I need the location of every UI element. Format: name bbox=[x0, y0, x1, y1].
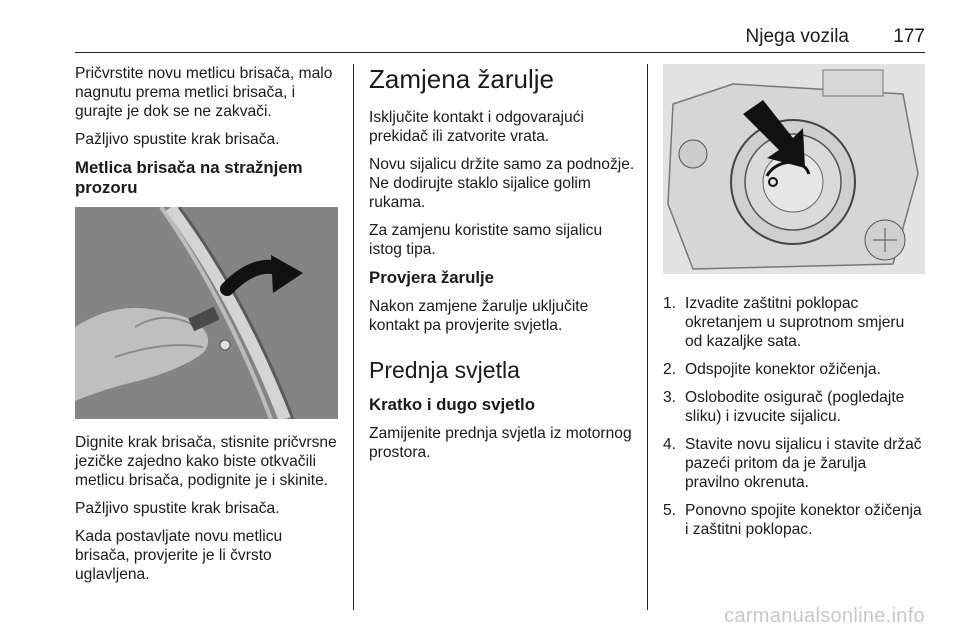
paragraph: Za zamjenu koristite samo sijalicu istog tipa. bbox=[369, 222, 603, 258]
section-title: Njega vozila bbox=[745, 26, 849, 47]
steps-list bbox=[663, 294, 925, 539]
paragraph: Pričvrstite novu metlicu brisača, malo nagnutu prema metlici brisača, i gurajte je dok se ne zakvači. bbox=[75, 65, 333, 120]
page-header bbox=[75, 26, 925, 53]
paragraph: Nakon zamjene žarulje uključite kontakt pa provjerite svjetla. bbox=[369, 298, 589, 334]
section-heading: Metlica brisača na stražnjem prozoru bbox=[75, 158, 303, 197]
paragraph: Pažljivo spustite krak brisača. bbox=[75, 500, 280, 517]
page-number: 177 bbox=[893, 26, 925, 47]
watermark: carmanualsonline.info bbox=[724, 605, 925, 627]
chapter-title: Prednja svjetla bbox=[369, 357, 520, 383]
paragraph: Kada postavljate novu metlicu brisača, provjerite je li čvrsto uglavljena. bbox=[75, 528, 283, 583]
section-heading: Kratko i dugo svjetlo bbox=[369, 395, 535, 414]
column-divider bbox=[353, 64, 354, 610]
list-item: 4. Stavite novu sijalicu i stavite držač pazeći pritom da je žarulja pravilno okrenuta. bbox=[663, 436, 922, 491]
wiper-blade-illustration bbox=[75, 207, 338, 419]
right-column bbox=[663, 64, 925, 548]
headlamp-illustration bbox=[663, 64, 925, 274]
paragraph: Zamijenite prednja svjetla iz motornog prostora. bbox=[369, 425, 632, 461]
left-column bbox=[75, 64, 340, 593]
paragraph: Isključite kontakt i odgovarajući prekidač ili zatvorite vrata. bbox=[369, 109, 584, 145]
column-divider bbox=[647, 64, 648, 610]
paragraph: Novu sijalicu držite samo za podnožje. Ne dodirujte staklo sijalice golim rukama. bbox=[369, 156, 635, 211]
chapter-title: Zamjena žarulje bbox=[369, 64, 554, 94]
section-heading: Provjera žarulje bbox=[369, 268, 494, 287]
list-item: 1. Izvadite zaštitni poklopac okretanjem u suprotnom smjeru od kazaljke sata. bbox=[663, 295, 905, 350]
paragraph: Dignite krak brisača, stisnite pričvrsne jezičke zajedno kako biste otkvačili metlicu brisača, podignite je i skinite. bbox=[75, 434, 337, 489]
paragraph: Pažljivo spustite krak brisača. bbox=[75, 131, 280, 148]
list-item: 5. Ponovno spojite konektor ožičenja i zaštitni poklopac. bbox=[663, 502, 922, 538]
list-item: 2. Odspojite konektor ožičenja. bbox=[663, 361, 881, 378]
middle-column bbox=[369, 64, 637, 471]
list-item: 3. Oslobodite osigurač (pogledajte sliku) i izvucite sijalicu. bbox=[663, 389, 905, 425]
